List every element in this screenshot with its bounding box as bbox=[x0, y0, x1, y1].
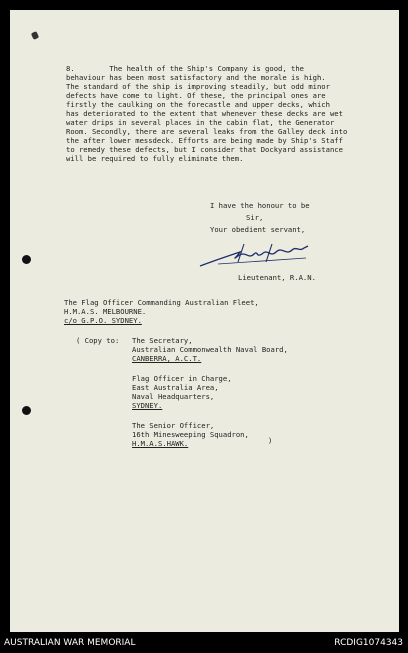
ink-mark bbox=[31, 31, 39, 40]
copy-recipient-line: H.M.A.S.HAWK. bbox=[132, 439, 189, 448]
archive-name: AUSTRALIAN WAR MEMORIAL bbox=[4, 638, 136, 648]
addressee-line: The Flag Officer Commanding Australian Fleet, bbox=[64, 298, 259, 307]
paragraph-line: defects have come to light. Of these, the principal ones are bbox=[66, 91, 326, 100]
paragraph-line: 8. The health of the Ship's Company is good, the bbox=[66, 64, 304, 73]
handwritten-signature bbox=[196, 240, 316, 270]
document-page bbox=[10, 10, 399, 632]
closing-line: I have the honour to be bbox=[210, 201, 310, 210]
copy-recipient-line: 16th Minesweeping Squadron, bbox=[132, 430, 249, 439]
copy-recipient-line: The Senior Officer, bbox=[132, 421, 215, 430]
copy-to-label: ( Copy to: bbox=[76, 336, 120, 345]
closing-line: Your obedient servant, bbox=[210, 225, 306, 234]
copy-recipient-line: SYDNEY. bbox=[132, 401, 163, 410]
archive-footer bbox=[0, 634, 408, 653]
paragraph-line: the after lower messdeck. Efforts are being made by Ship's Staff bbox=[66, 136, 343, 145]
copy-recipient-line: Flag Officer in Charge, bbox=[132, 374, 232, 383]
archive-id: RCDIG1074343 bbox=[334, 638, 403, 648]
punch-hole bbox=[22, 255, 31, 264]
paragraph-line: firstly the caulking on the forecastle and upper decks, which bbox=[66, 100, 330, 109]
punch-hole bbox=[22, 406, 31, 415]
copy-recipient-line: East Australia Area, bbox=[132, 383, 219, 392]
closing-line: Sir, bbox=[246, 213, 264, 222]
copy-recipient-line: Naval Headquarters, bbox=[132, 392, 215, 401]
addressee-line: H.M.A.S. MELBOURNE. bbox=[64, 307, 147, 316]
paragraph-line: water drips in several places in the cabin flat, the Generator bbox=[66, 118, 335, 127]
copy-to-close-paren: ) bbox=[268, 436, 273, 445]
copy-recipient-line: The Secretary, bbox=[132, 336, 193, 345]
paragraph-line: behaviour has been most satisfactory and the morale is high. bbox=[66, 73, 326, 82]
paragraph-line: has deteriorated to the extent that whenever these decks are wet bbox=[66, 109, 343, 118]
paragraph-line: to remedy these defects, but I consider that Dockyard assistance bbox=[66, 145, 343, 154]
paragraph-line: will be required to fully eliminate them. bbox=[66, 154, 244, 163]
paragraph-line: The standard of the ship is improving steadily, but odd minor bbox=[66, 82, 330, 91]
addressee-line: c/o G.P.O. SYDNEY. bbox=[64, 316, 142, 325]
copy-recipient-line: Australian Commonwealth Naval Board, bbox=[132, 345, 288, 354]
paragraph-line: Room. Secondly, there are several leaks from the Galley deck into bbox=[66, 127, 348, 136]
copy-recipient-line: CANBERRA, A.C.T. bbox=[132, 354, 202, 363]
signatory-rank: Lieutenant, R.A.N. bbox=[238, 273, 316, 282]
